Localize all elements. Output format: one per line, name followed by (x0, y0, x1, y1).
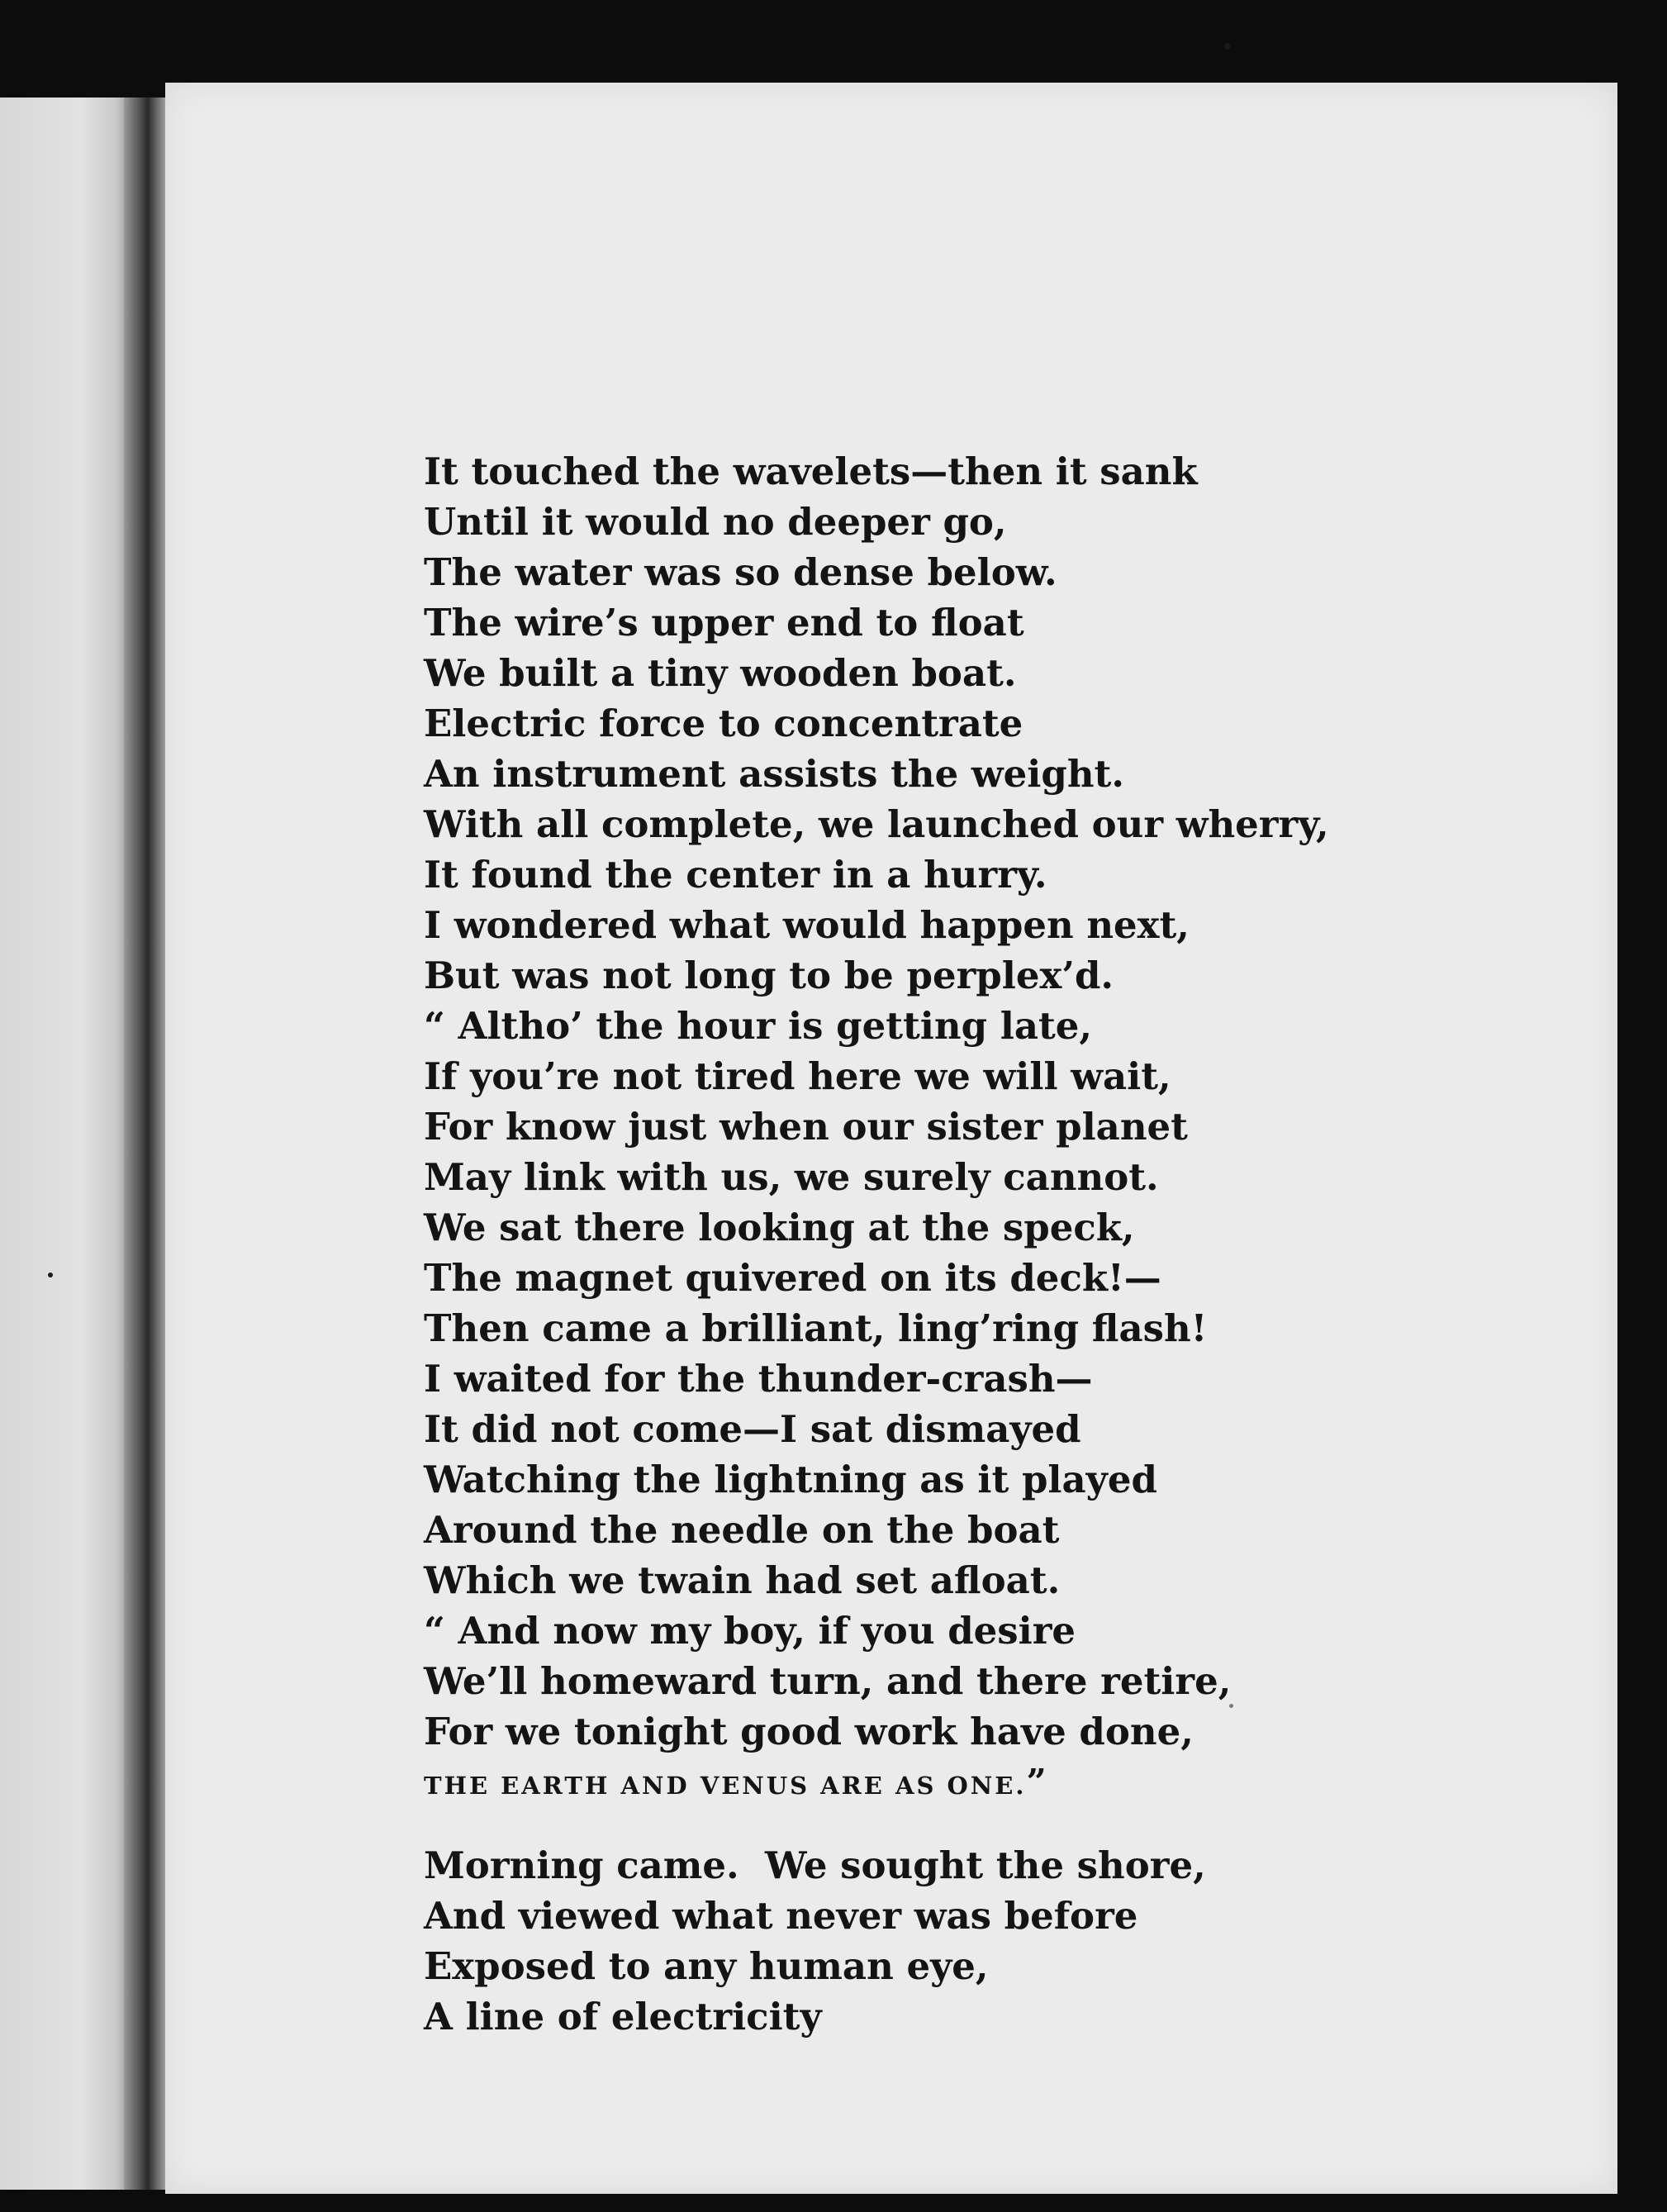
poem-line: And viewed what never was before (424, 1894, 1138, 1938)
poem-line: An instrument assists the weight. (424, 752, 1125, 796)
left-page-edge (0, 98, 136, 2190)
poem-line: With all complete, we launched our wherry, (424, 802, 1329, 846)
scan-speck (48, 1272, 53, 1277)
scan-speck (1224, 43, 1231, 50)
poem-text (424, 446, 1374, 2042)
poem-line: If you’re not tired here we will wait, (424, 1054, 1171, 1098)
closing-quote: ” (1026, 1762, 1047, 1802)
scan-speck (1229, 1704, 1233, 1708)
poem-line: For we tonight good work have done, (424, 1710, 1194, 1753)
poem-line: I wondered what would happen next, (424, 903, 1190, 947)
poem-line: It found the center in a hurry. (424, 853, 1047, 897)
poem-line: For know just when our sister planet (424, 1105, 1188, 1149)
poem-line: We built a tiny wooden boat. (424, 651, 1017, 695)
poem-line: “ And now my boy, if you desire (424, 1609, 1076, 1653)
poem-line: The wire’s upper end to float (424, 601, 1024, 645)
poem-line: I waited for the thunder-crash— (424, 1357, 1093, 1401)
stanza-1 (424, 446, 1374, 1807)
poem-line: But was not long to be perplex’d. (424, 954, 1114, 997)
poem-line: May link with us, we surely cannot. (424, 1155, 1159, 1199)
poem-line: The magnet quivered on its deck!— (424, 1256, 1161, 1300)
poem-line: We’ll homeward turn, and there retire, (424, 1659, 1232, 1703)
stanza-2 (424, 1840, 1374, 2042)
poem-line: The water was so dense below. (424, 550, 1057, 594)
poem-line: Exposed to any human eye, (424, 1944, 989, 1988)
right-page (165, 83, 1617, 2194)
closing-line (424, 1757, 1374, 1807)
poem-line: It did not come—I sat dismayed (424, 1407, 1081, 1451)
poem-line: Watching the lightning as it played (424, 1458, 1157, 1501)
poem-line: Then came a brilliant, ling’ring flash! (424, 1306, 1208, 1350)
poem-line: A line of electricity (424, 1995, 822, 2038)
closing-line-text: THE EARTH AND VENUS ARE AS ONE. (424, 1772, 1027, 1800)
poem-line: Which we twain had set afloat. (424, 1558, 1061, 1602)
poem-line: Around the needle on the boat (424, 1508, 1060, 1552)
poem-line: It touched the wavelets—then it sank (424, 450, 1198, 493)
poem-line: Until it would no deeper go, (424, 500, 1007, 544)
poem-line: Electric force to concentrate (424, 702, 1023, 745)
poem-line: Morning came. We sought the shore, (424, 1843, 1206, 1887)
stanza-break (424, 1807, 1374, 1840)
poem-line: We sat there looking at the speck, (424, 1206, 1135, 1249)
poem-line: “ Altho’ the hour is getting late, (424, 1004, 1093, 1048)
